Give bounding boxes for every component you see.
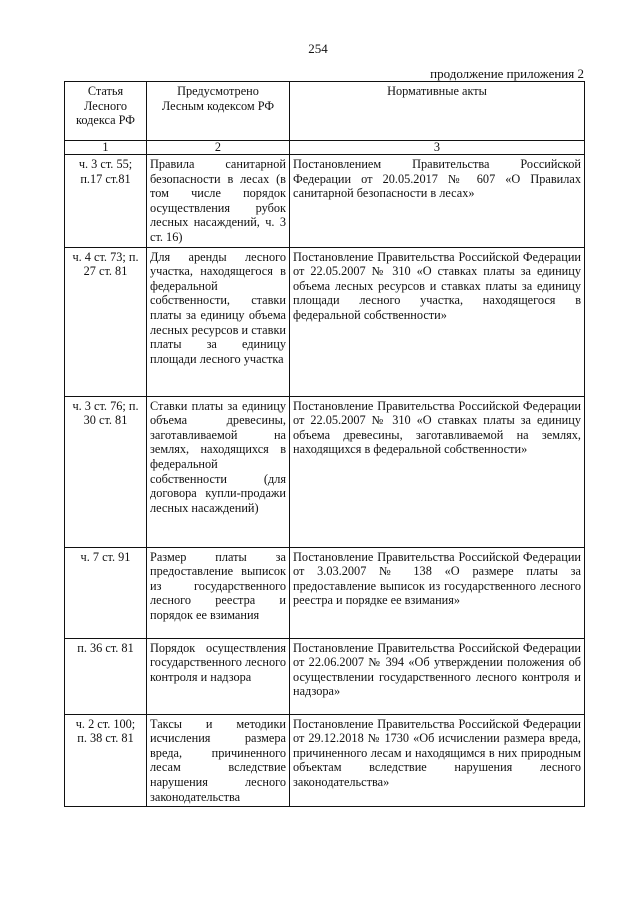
act-cell: Постановление Правительства Российской Федерации от 22.05.2007 № 310 «О ставках платы за единицу объема лесных ресурсов и ставках платы за единицу площади лесного участка, находящегося в федеральной собственности» xyxy=(290,247,585,396)
continuation-label: продолжение приложения 2 xyxy=(430,66,584,81)
header-provision: Предусмотрено Лесным кодексом РФ xyxy=(147,82,290,141)
table-row xyxy=(65,396,585,547)
act-cell: Постановление Правительства Российской Федерации от 29.12.2018 № 1730 «Об исчислении размера вреда, причиненного лесам и находящимся в них природным объектам вследствие нарушения лесного законодательства» xyxy=(290,714,585,807)
table-row xyxy=(65,547,585,638)
column-number: 1 xyxy=(65,141,147,155)
table-header-row xyxy=(65,82,585,141)
column-number: 3 xyxy=(290,141,585,155)
article-cell: ч. 7 ст. 91 xyxy=(65,547,147,638)
provision-cell: Ставки платы за единицу объема древесины, заготавливаемой на землях, находящихся в федеральной собственности (для договора купли-продажи лесных насаждений) xyxy=(147,396,290,547)
article-cell: ч. 3 ст. 76; п. 30 ст. 81 xyxy=(65,396,147,547)
provision-cell: Размер платы за предоставление выписок из государственного лесного реестра и порядок ее взимания xyxy=(147,547,290,638)
act-cell: Постановление Правительства Российской Федерации от 22.05.2007 № 310 «О ставках платы за единицу объема древесины, заготавливаемой на землях, находящихся в федеральной собственности» xyxy=(290,396,585,547)
regulations-table xyxy=(64,81,585,807)
provision-cell: Правила санитарной безопасности в лесах (в том числе порядок осуществления рубок лесных насаждений, ч. 3 ст. 16) xyxy=(147,155,290,248)
table-row xyxy=(65,714,585,807)
provision-cell: Для аренды лесного участка, находящегося в федеральной собственности, ставки платы за единицу объема лесных ресурсов и ставки платы за единицу площади лесного участка xyxy=(147,247,290,396)
table-row xyxy=(65,247,585,396)
table-row xyxy=(65,638,585,714)
table-row xyxy=(65,155,585,248)
article-cell: ч. 4 ст. 73; п. 27 ст. 81 xyxy=(65,247,147,396)
act-cell: Постановлением Правительства Российской Федерации от 20.05.2017 № 607 «О Правилах санитарной безопасности в лесах» xyxy=(290,155,585,248)
article-cell: п. 36 ст. 81 xyxy=(65,638,147,714)
act-cell: Постановление Правительства Российской Федерации от 22.06.2007 № 394 «Об утверждении положения об осуществлении государственного лесного контроля и надзора» xyxy=(290,638,585,714)
provision-cell: Таксы и методики исчисления размера вреда, причиненного лесам вследствие нарушения лесного законодательства xyxy=(147,714,290,807)
header-article: Статья Лесного кодекса РФ xyxy=(65,82,147,141)
header-acts: Нормативные акты xyxy=(290,82,585,141)
article-cell: ч. 3 ст. 55; п.17 ст.81 xyxy=(65,155,147,248)
act-cell: Постановление Правительства Российской Федерации от 3.03.2007 № 138 «О размере платы за предоставление выписок из государственного лесного реестра и порядке ее взимания» xyxy=(290,547,585,638)
page-number: 254 xyxy=(308,41,328,56)
column-number-row xyxy=(65,141,585,155)
provision-cell: Порядок осуществления государственного лесного контроля и надзора xyxy=(147,638,290,714)
article-cell: ч. 2 ст. 100; п. 38 ст. 81 xyxy=(65,714,147,807)
column-number: 2 xyxy=(147,141,290,155)
